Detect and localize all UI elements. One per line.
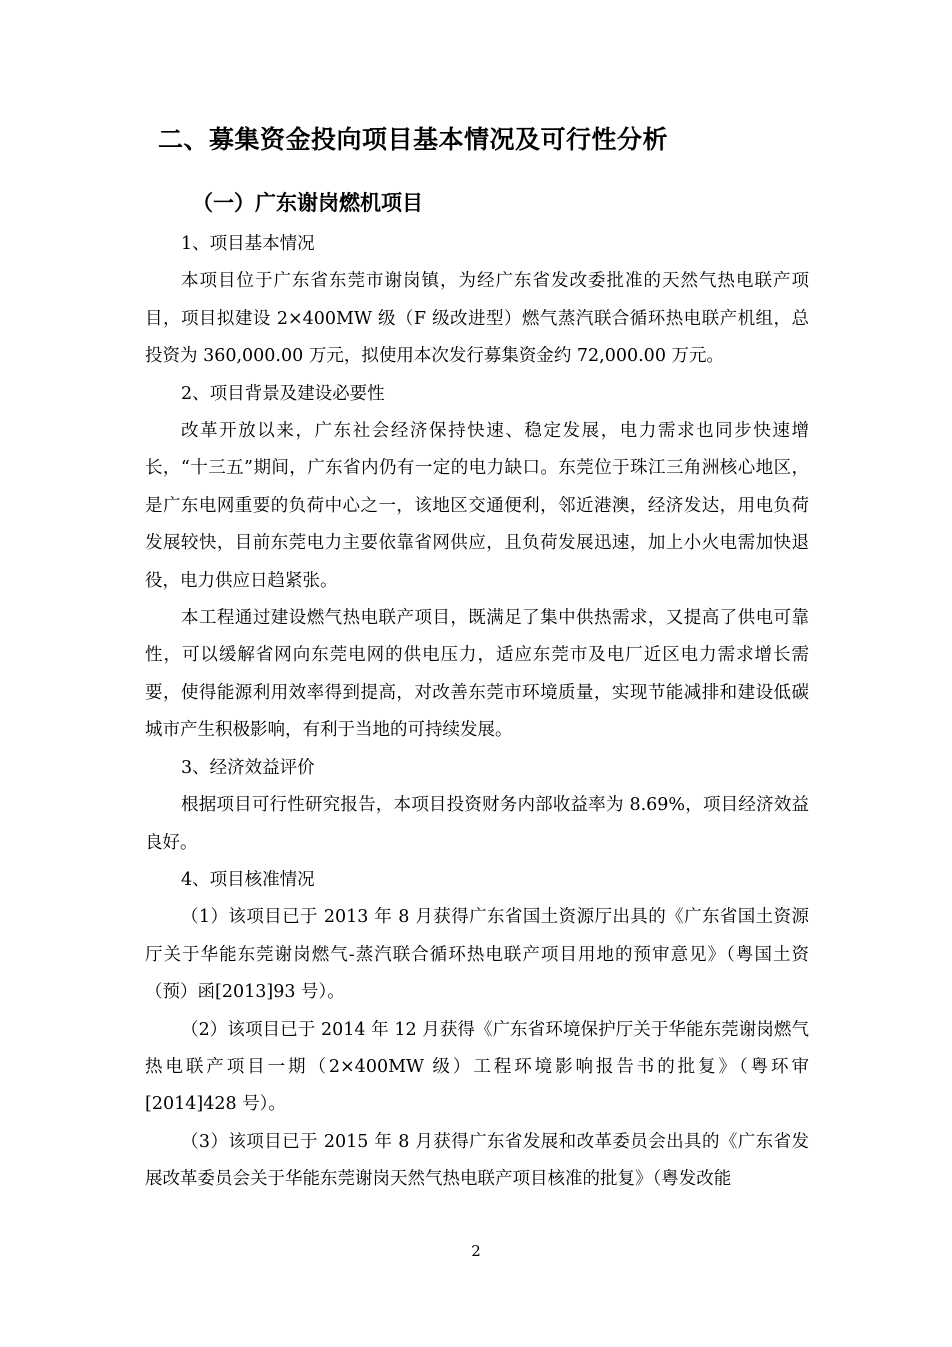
paragraph-economic-evaluation: 根据项目可行性研究报告，本项目投资财务内部收益率为 8.69%，项目经济效益良好。 (145, 795, 809, 853)
subsection-title: （一）广东谢岗燃机项目 (192, 191, 423, 215)
paragraph-necessity: 本工程通过建设燃气热电联产项目，既满足了集中供热需求，又提高了供电可靠性，可以缓解省网向东莞电网的供电压力，适应东莞市及电厂近区电力需求增长需要，使得能源利用效率得到提高，对改善东莞市环境质量，实现节能减排和建设低碳城市产生积极影响，有利于当地的可持续发展。 (145, 608, 809, 741)
section-title: 二、募集资金投向项目基本情况及可行性分析 (158, 125, 669, 154)
paragraph-basic-info: 本项目位于广东省东莞市谢岗镇，为经广东省发改委批准的天然气热电联产项目，项目拟建设 2×400MW 级（F 级改进型）燃气蒸汽联合循环热电联产机组，总投资为 360,000.00 万元，拟使用本次发行募集资金约 72,000.00 万元。 (145, 271, 809, 367)
subheading-economic-evaluation: 3、经济效益评价 (181, 757, 315, 778)
paragraph-approval-ndrc: （3）该项目已于 2015 年 8 月获得广东省发展和改革委员会出具的《广东省发展改革委员会关于华能东莞谢岗天然气热电联产项目核准的批复》（粤发改能 (145, 1131, 809, 1190)
paragraph-approval-land: （1）该项目已于 2013 年 8 月获得广东省国土资源厅出具的《广东省国土资源厅关于华能东莞谢岗燃气-蒸汽联合循环热电联产项目用地的预审意见》（粤国土资（预）函[2013]93 号）。 (145, 907, 809, 1003)
subheading-background: 2、项目背景及建设必要性 (181, 383, 385, 404)
paragraph-background: 改革开放以来，广东社会经济保持快速、稳定发展，电力需求也同步快速增长，“十三五”期间，广东省内仍有一定的电力缺口。东莞位于珠江三角洲核心地区，是广东电网重要的负荷中心之一，该地区交通便利，邻近港澳，经济发达，用电负荷发展较快，目前东莞电力主要依靠省网供应，且负荷发展迅速，加上小火电需加快退役，电力供应日趋紧张。 (145, 421, 809, 591)
page-number: 2 (471, 1242, 481, 1260)
subheading-basic-info: 1、项目基本情况 (181, 234, 315, 254)
subheading-approval: 4、项目核准情况 (181, 869, 315, 890)
paragraph-approval-environment: （2）该项目已于 2014 年 12 月获得《广东省环境保护厅关于华能东莞谢岗燃气热电联产项目一期（2×400MW 级）工程环境影响报告书的批复》（粤环审[2014]428 号）。 (145, 1019, 809, 1115)
body-text (145, 226, 809, 1199)
